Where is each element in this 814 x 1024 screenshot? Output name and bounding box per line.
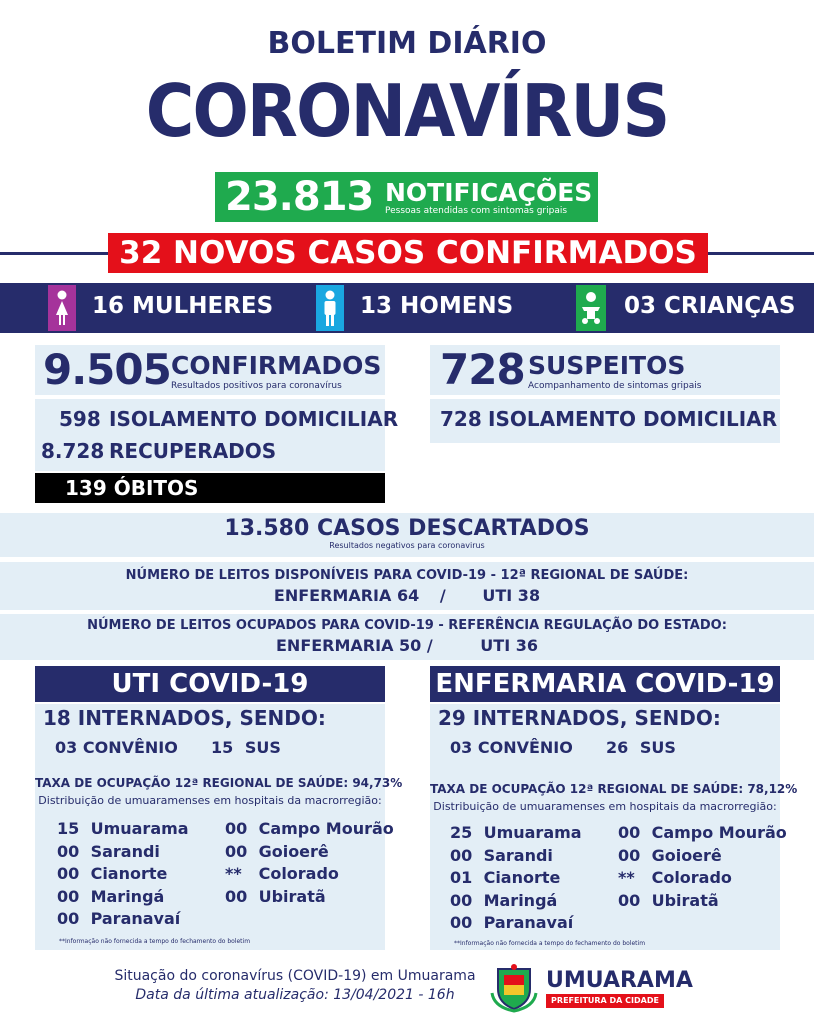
enfermaria-city-count: ** — [618, 868, 635, 887]
uti-city-row — [225, 863, 394, 886]
occupied-beds-values — [0, 636, 814, 655]
city-coat-of-arms-icon — [490, 963, 538, 1013]
uti-city-name: Campo Mourão — [258, 819, 394, 838]
suspects-subtitle: Acompanhamento de sintomas gripais — [528, 381, 702, 391]
available-beds-separator: / — [439, 586, 446, 605]
available-beds-panel — [0, 562, 814, 610]
enfermaria-city-row — [618, 822, 787, 845]
uti-city-name: Ubiratã — [258, 886, 326, 906]
icu-section-panel — [35, 704, 403, 950]
demographic-women-label: 16 MULHERES — [92, 293, 274, 319]
uti-city-count: 00 — [57, 886, 80, 906]
icu-city-list-left — [57, 818, 189, 931]
uti-city-row — [57, 841, 189, 864]
uti-city-count: 00 — [57, 909, 80, 928]
demographic-children-label: 03 CRIANÇAS — [624, 293, 796, 319]
footer-situation: Situação do coronavírus (COVID-19) em Umuarama — [114, 968, 476, 984]
enfermaria-city-row — [450, 867, 582, 890]
icu-private-count: 03 — [55, 738, 78, 757]
ward-occupancy-rate: TAXA DE OCUPAÇÃO 12ª REGIONAL DE SAÚDE: 78,12% — [430, 782, 798, 796]
enfermaria-city-row — [450, 890, 582, 913]
enfermaria-city-name: Ubiratã — [651, 890, 719, 910]
ward-footnote: **Informação não fornecida a tempo do fechamento do boletim — [454, 940, 646, 947]
enfermaria-city-count: 00 — [618, 823, 641, 842]
notifications-label: NOTIFICAÇÕES — [385, 178, 593, 207]
suspects-isolation-count: 728 — [440, 407, 482, 431]
enfermaria-city-name: Umuarama — [483, 823, 582, 842]
uti-city-count: 00 — [57, 864, 80, 883]
enfermaria-city-row — [450, 822, 582, 845]
uti-city-name: Sarandi — [90, 841, 160, 861]
suspects-count: 728 — [440, 345, 525, 394]
man-icon — [316, 285, 344, 331]
ward-private-count: 03 — [450, 738, 473, 757]
city-logo-subtitle: PREFEITURA DA CIDADE — [546, 994, 664, 1008]
enfermaria-city-name: Sarandi — [483, 845, 553, 865]
uti-city-name: Maringá — [90, 886, 165, 906]
enfermaria-city-row — [618, 845, 787, 868]
new-cases-banner: 32 NOVOS CASOS CONFIRMADOS — [108, 233, 708, 273]
icu-private-insurance — [55, 738, 178, 757]
ward-section-header: ENFERMARIA COVID-19 — [430, 666, 780, 702]
occupied-icu-beds: UTI 36 — [480, 636, 538, 655]
icu-public-sus — [211, 738, 281, 757]
uti-city-count: 00 — [225, 841, 248, 861]
notifications-count: 23.813 — [225, 174, 374, 220]
enfermaria-city-count: 01 — [450, 868, 473, 887]
icu-sus-count: 15 — [211, 738, 234, 757]
confirmed-label: CONFIRMADOS — [171, 351, 382, 380]
ward-distribution-title: Distribuição de umuaramenses em hospitais da macrorregião: — [433, 800, 777, 813]
bulletin-headline: CORONAVÍRUS — [145, 69, 669, 153]
enfermaria-city-name: Paranavaí — [483, 913, 574, 932]
demographic-men-label: 13 HOMENS — [360, 293, 514, 319]
uti-city-count: 00 — [225, 886, 248, 906]
suspects-isolation-label: ISOLAMENTO DOMICILIAR — [488, 407, 778, 431]
enfermaria-city-name: Goioerê — [651, 845, 722, 865]
uti-city-name: Paranavaí — [90, 909, 181, 928]
enfermaria-city-count: 00 — [450, 913, 473, 932]
notifications-banner — [215, 172, 598, 222]
available-ward-beds: ENFERMARIA 64 — [273, 586, 420, 605]
suspects-details-panel — [430, 399, 780, 443]
confirmed-header-panel — [35, 345, 385, 395]
available-beds-title: NÚMERO DE LEITOS DISPONÍVEIS PARA COVID-19 - 12ª REGIONAL DE SAÚDE: — [125, 568, 689, 583]
icu-footnote: **Informação não fornecida a tempo do fechamento do boletim — [59, 938, 251, 945]
enfermaria-city-row — [618, 890, 787, 913]
recovered-label: RECUPERADOS — [109, 439, 277, 463]
suspects-header-panel — [430, 345, 780, 395]
enfermaria-city-count: 25 — [450, 823, 473, 842]
occupied-beds-panel — [0, 614, 814, 660]
icu-distribution-title: Distribuição de umuaramenses em hospitais da macrorregião: — [38, 794, 382, 807]
ward-city-list-right — [618, 822, 787, 912]
enfermaria-city-name: Colorado — [651, 868, 732, 887]
ward-public-sus — [606, 738, 676, 757]
ward-section-panel — [430, 704, 798, 950]
city-logo-name: UMUARAMA — [546, 968, 693, 993]
ward-city-list-left — [450, 822, 582, 935]
ward-inpatients: 29 INTERNADOS, SENDO: — [438, 706, 721, 730]
discarded-panel — [0, 513, 814, 557]
ward-sus-count: 26 — [606, 738, 629, 757]
uti-city-count: ** — [225, 864, 242, 883]
available-icu-beds: UTI 38 — [482, 586, 541, 605]
deaths-bar: 139 ÓBITOS — [35, 473, 385, 503]
enfermaria-city-row — [450, 845, 582, 868]
uti-city-count: 00 — [57, 841, 80, 861]
enfermaria-city-name: Cianorte — [483, 868, 561, 887]
home-isolation-label: ISOLAMENTO DOMICILIAR — [109, 407, 399, 431]
suspects-label: SUSPEITOS — [528, 351, 686, 380]
enfermaria-city-count: 00 — [618, 890, 641, 910]
icu-private-label: CONVÊNIO — [82, 738, 178, 757]
uti-city-row — [57, 863, 189, 886]
bulletin-title: BOLETIM DIÁRIO — [267, 26, 547, 61]
confirmed-subtitle: Resultados positivos para coronavírus — [171, 381, 342, 391]
uti-city-name: Goioerê — [258, 841, 329, 861]
uti-city-row — [57, 818, 189, 841]
available-beds-values — [0, 586, 814, 605]
uti-city-count: 00 — [225, 819, 248, 838]
enfermaria-city-count: 00 — [450, 845, 473, 865]
confirmed-count: 9.505 — [43, 345, 171, 394]
uti-city-count: 15 — [57, 819, 80, 838]
icu-inpatients: 18 INTERNADOS, SENDO: — [43, 706, 326, 730]
icu-occupancy-rate: TAXA DE OCUPAÇÃO 12ª REGIONAL DE SAÚDE: 94,73% — [35, 776, 403, 790]
occupied-ward-beds: ENFERMARIA 50 / — [276, 636, 433, 655]
uti-city-row — [57, 886, 189, 909]
uti-city-row — [57, 908, 189, 931]
icu-sus-label: SUS — [244, 738, 281, 757]
uti-city-name: Colorado — [258, 864, 339, 883]
uti-city-row — [225, 818, 394, 841]
enfermaria-city-row — [450, 912, 582, 935]
enfermaria-city-name: Maringá — [483, 890, 558, 910]
enfermaria-city-name: Campo Mourão — [651, 823, 787, 842]
uti-city-row — [225, 886, 394, 909]
icu-section-header: UTI COVID-19 — [35, 666, 385, 702]
icu-city-list-right — [225, 818, 394, 908]
recovered-count: 8.728 — [41, 439, 105, 463]
occupied-beds-title: NÚMERO DE LEITOS OCUPADOS PARA COVID-19 - REFERÊNCIA REGULAÇÃO DO ESTADO: — [87, 618, 727, 633]
ward-private-label: CONVÊNIO — [477, 738, 573, 757]
ward-private-insurance — [450, 738, 573, 757]
uti-city-name: Umuarama — [90, 819, 189, 838]
woman-icon — [48, 285, 76, 331]
discarded-subtitle: Resultados negativos para coronavirus — [329, 541, 485, 550]
uti-city-row — [225, 841, 394, 864]
discarded-label: 13.580 CASOS DESCARTADOS — [224, 516, 590, 541]
confirmed-details-panel — [35, 399, 399, 471]
ward-sus-label: SUS — [639, 738, 676, 757]
uti-city-name: Cianorte — [90, 864, 168, 883]
enfermaria-city-count: 00 — [450, 890, 473, 910]
enfermaria-city-row — [618, 867, 787, 890]
demographics-bar — [0, 283, 814, 333]
footer-update-date: Data da última atualização: 13/04/2021 - 16h — [135, 987, 455, 1003]
enfermaria-city-count: 00 — [618, 845, 641, 865]
home-isolation-count: 598 — [59, 407, 101, 431]
notifications-subtitle: Pessoas atendidas com sintomas gripais — [385, 206, 568, 216]
baby-icon — [576, 285, 606, 331]
